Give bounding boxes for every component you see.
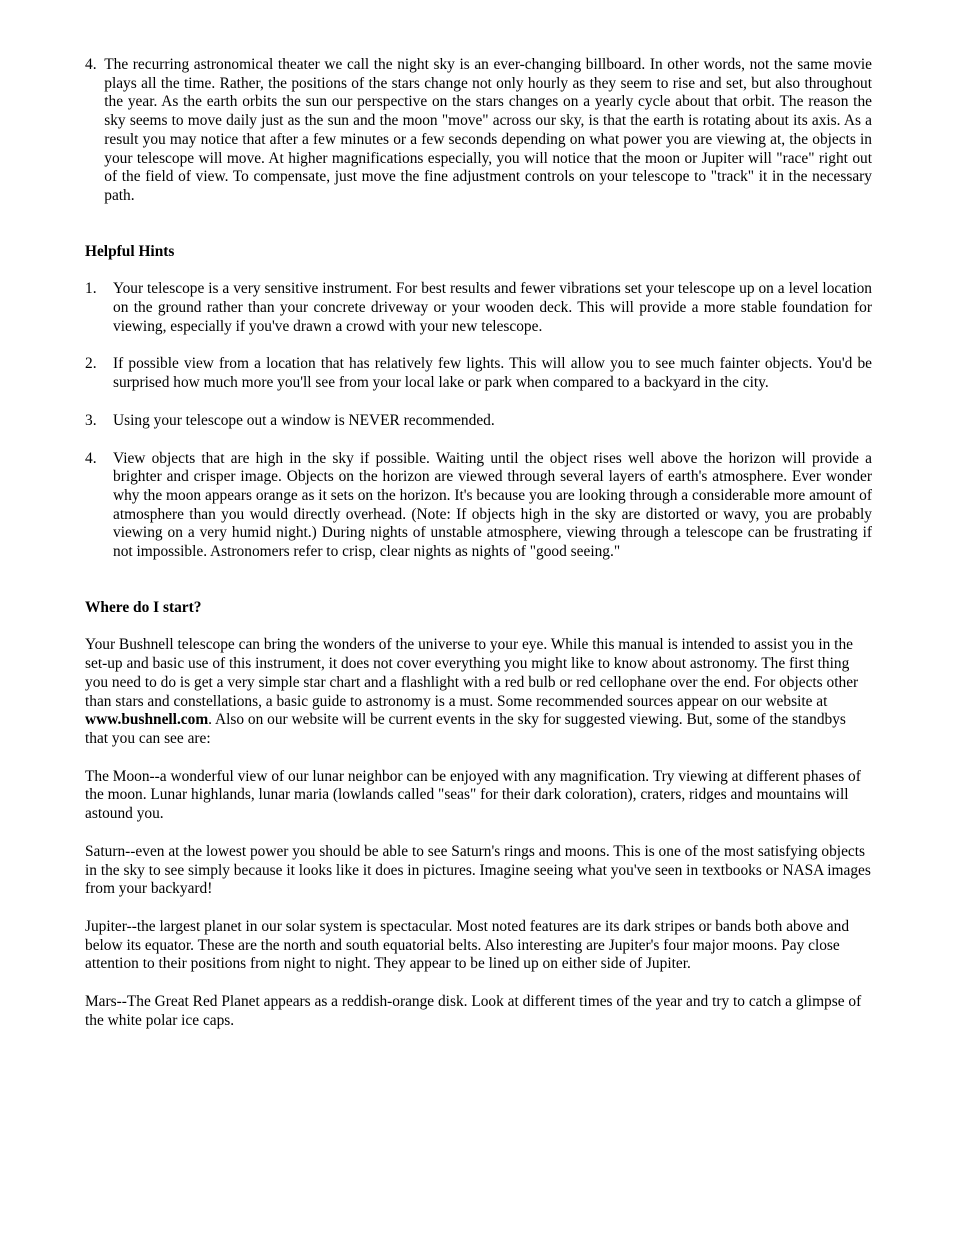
intro-text-after-link: . Also on our website will be current events in the sky for suggested viewing. But, some of the standbys that you can see are: — [85, 711, 846, 747]
where-start-heading: Where do I start? — [85, 598, 202, 616]
hint-item-2 — [85, 355, 872, 392]
hint-text: Using your telescope out a window is NEVER recommended. — [113, 411, 495, 429]
hint-item-4 — [85, 450, 872, 562]
helpful-hints-heading: Helpful Hints — [85, 242, 175, 260]
hint-item-3 — [85, 412, 872, 431]
hint-number: 4. — [85, 449, 97, 467]
where-start-intro — [85, 636, 872, 748]
hint-text: View objects that are high in the sky if possible. Waiting until the object rises well above the horizon will provide a brighter and crisper image. Objects on the horizon are viewed through several layers of earth's atmosphere. Ever wonder why the moon appears orange as it sets on the horizon. It's because you are looking through a considerable more amount of atmosphere than you would directly overhead. (Note: If objects high in the sky are distorted or wavy, you are probably viewing on a very humid night.) During nights of unstable atmosphere, viewing through a telescope can be frustrating if not impossible. Astronomers refer to crisp, clear nights as nights of "good seeing." — [113, 449, 872, 561]
hint-text: Your telescope is a very sensitive instrument. For best results and fewer vibrations set your telescope up on a level location on the ground rather than your concrete driveway or your wooden deck. This will provide a more stable foundation for viewing, especially if you've drawn a crowd with your new telescope. — [113, 280, 872, 335]
intro-item-text: The recurring astronomical theater we call the night sky is an ever-changing billboard. In other words, not the same movie plays all the time. Rather, the positions of the stars change not only hourly as they seem to rise and set, but also throughout the year. As the earth orbits the sun our perspective on the stars changes on a yearly cycle about that orbit. The reason the sky seems to move daily just as the sun and the moon "move" across our sky, is that the earth is rotating about its axis. As a result you may notice that after a few minutes or a few seconds depending on what power you are viewing at, the objects in your telescope will move. At higher magnifications especially, you will notice that the moon or Jupiter will "race" right out of the field of view. To compensate, just move the fine adjustment controls on your telescope to "track" it in the necessary path. — [104, 56, 872, 204]
hint-number: 2. — [85, 355, 97, 373]
intro-text-before-link: Your Bushnell telescope can bring the wonders of the universe to your eye. While this manual is intended to assist you in the set-up and basic use of this instrument, it does not cover everything you might like to know about astronomy. The first thing you need to do is get a very simple star chart and a flashlight with a red bulb or red cellophane over the end. For objects other than stars and constellations, a basic guide to astronomy is a must. Some recommended sources appear on our website at — [85, 636, 859, 710]
intro-item-number: 4. — [85, 56, 97, 73]
object-jupiter: Jupiter--the largest planet in our solar system is spectacular. Most noted features are its dark stripes or bands both above and below its equator. These are the north and south equatorial belts. Also interesting are Jupiter's four major moons. Pay close attention to their positions from night to night. They appear to be lined up on either side of Jupiter. — [85, 917, 850, 973]
website-link[interactable]: www.bushnell.com — [85, 711, 209, 729]
object-moon: The Moon--a wonderful view of our lunar neighbor can be enjoyed with any magnification. Try viewing at different phases of the moon. Lunar highlands, lunar maria (lowlands called "seas" for their dark coloration), craters, ridges and mountains will astound you. — [85, 767, 861, 823]
hint-text: If possible view from a location that has relatively few lights. This will allow you to see much fainter objects. You'd be surprised how much more you'll see from your local lake or park when compared to a backyard in the city. — [113, 355, 872, 392]
object-mars: Mars--The Great Red Planet appears as a reddish-orange disk. Look at different times of the year and try to catch a glimpse of the white polar ice caps. — [85, 993, 862, 1029]
intro-list-item — [85, 56, 872, 206]
hint-number: 3. — [85, 411, 97, 429]
object-saturn: Saturn--even at the lowest power you should be able to see Saturn's rings and moons. This is one of the most satisfying objects in the sky to see simply because it looks like it does in pictures. Imagine seeing what you've seen in textbooks or NASA images from your backyard! — [85, 842, 871, 898]
hint-number: 1. — [85, 280, 97, 298]
hint-item-1 — [85, 280, 872, 336]
